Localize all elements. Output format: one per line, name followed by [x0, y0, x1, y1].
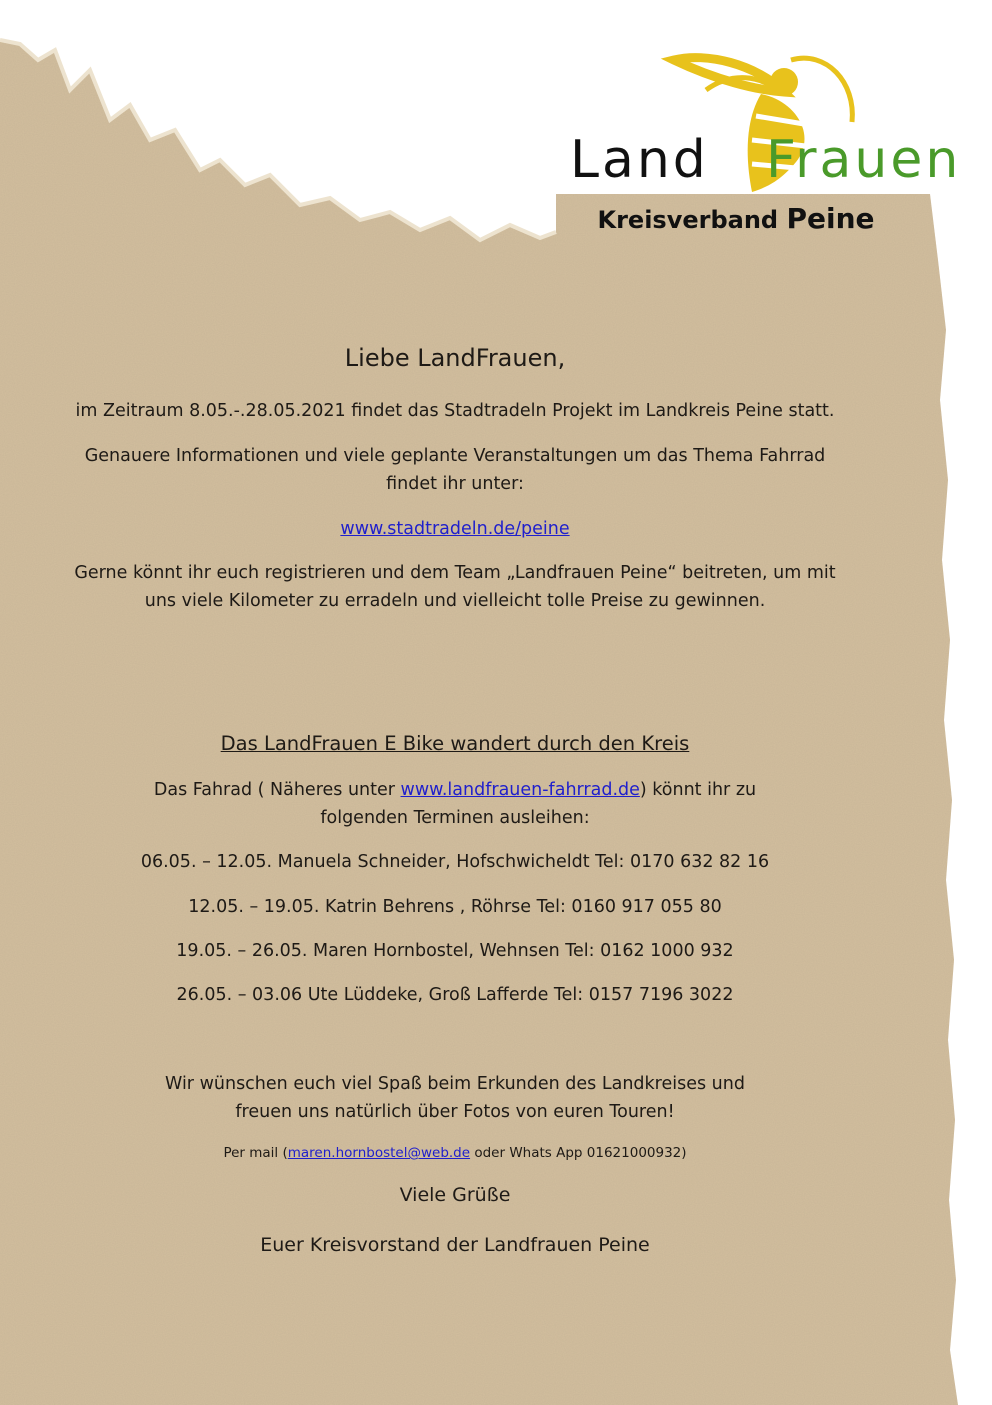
- date-entry-3: 19.05. – 26.05. Maren Hornbostel, Wehnsen Tel: 0162 1000 932: [176, 941, 734, 961]
- wish-line-1: Wir wünschen euch viel Spaß beim Erkunden des Landkreises und: [165, 1074, 745, 1094]
- landfrauen-logo: [556, 42, 976, 194]
- register-line-1: Gerne könnt ihr euch registrieren und dem Team „Landfrauen Peine“ beitreten, um mit: [74, 563, 836, 583]
- stadtradeln-link[interactable]: www.stadtradeln.de/peine: [340, 519, 570, 539]
- intro-text: im Zeitraum 8.05.-.28.05.2021 findet das Stadtradeln Projekt im Landkreis Peine statt.: [75, 401, 835, 421]
- date-entry-4: 26.05. – 03.06 Ute Lüddeke, Groß Lafferde Tel: 0157 7196 3022: [176, 985, 734, 1005]
- wish-line-2: freuen uns natürlich über Fotos von euren Touren!: [235, 1102, 675, 1122]
- signature: Euer Kreisvorstand der Landfrauen Peine: [260, 1234, 650, 1256]
- closing: Viele Grüße: [399, 1184, 511, 1206]
- info-line-2: findet ihr unter:: [386, 474, 524, 494]
- contact-line: [40, 1139, 870, 1167]
- ebike-line-1-pre: Das Fahrad ( Näheres unter: [153, 780, 401, 800]
- stadtradeln-link-line: [40, 515, 870, 543]
- ebike-line-1-post: ) könnt ihr zu: [639, 780, 757, 800]
- info-line-1: Genauere Informationen und viele geplante Veranstaltungen um das Thema Fahrrad: [84, 446, 826, 466]
- contact-pre: Per mail (: [223, 1145, 288, 1161]
- landfrauen-fahrrad-link[interactable]: www.landfrauen-fahrrad.de: [400, 780, 640, 800]
- logo-word-frauen: Frauen: [766, 130, 962, 190]
- ebike-line-1: [40, 776, 870, 804]
- subtitle-place: Peine: [786, 202, 875, 235]
- ebike-heading: Das LandFrauen E Bike wandert durch den Kreis: [220, 732, 690, 755]
- subtitle-prefix: Kreisverband: [597, 206, 779, 234]
- date-entry-2: 12.05. – 19.05. Katrin Behrens , Röhrse Tel: 0160 917 055 80: [188, 897, 722, 917]
- contact-post: oder Whats App 01621000932): [470, 1145, 687, 1161]
- greeting: Liebe LandFrauen,: [344, 344, 566, 372]
- register-line-2: uns viele Kilometer zu erradeln und vielleicht tolle Preise zu gewinnen.: [144, 591, 766, 611]
- ebike-line-2: folgenden Terminen ausleihen:: [320, 808, 590, 828]
- email-link[interactable]: maren.hornbostel@web.de: [287, 1145, 471, 1161]
- date-entry-1: 06.05. – 12.05. Manuela Schneider, Hofschwicheldt Tel: 0170 632 82 16: [140, 852, 770, 872]
- logo-subtitle: [556, 202, 916, 235]
- logo-word-land: Land: [570, 130, 709, 190]
